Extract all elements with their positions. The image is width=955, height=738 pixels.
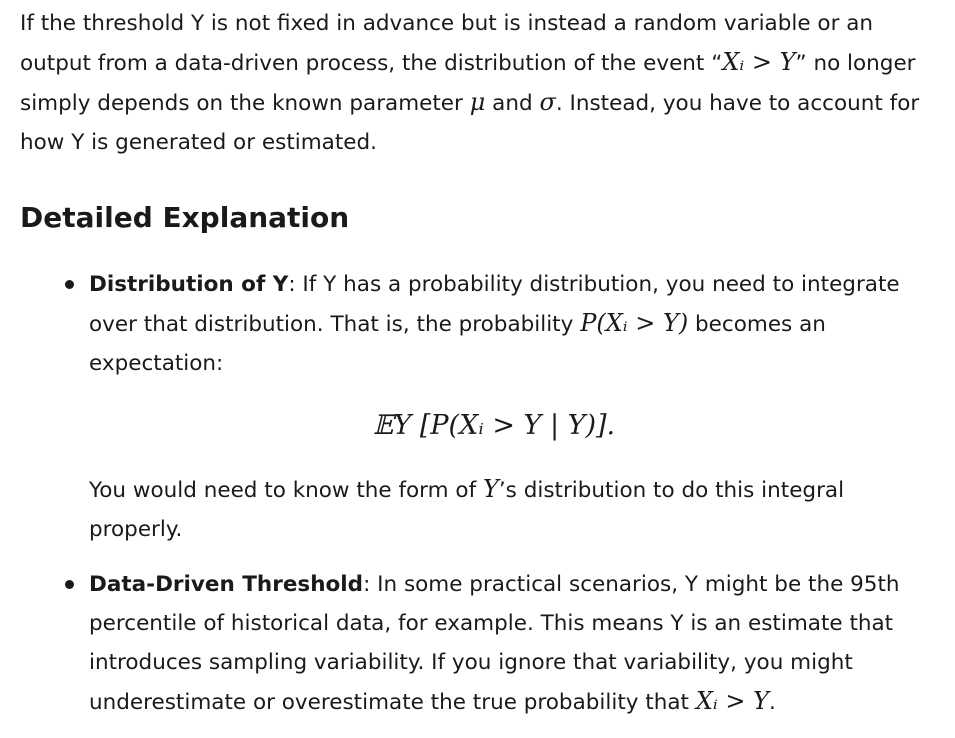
inline-math: Xᵢ > Y [695, 687, 769, 715]
item-text: : If Y has a probability distribution, you need to integrate over that distribution. That is, the probability [89, 272, 900, 337]
list-item-text [89, 470, 939, 549]
item-title: Distribution of Y [89, 272, 289, 297]
list-item-text [89, 565, 939, 722]
item-text: ’s distribution to do this integral properly. [89, 478, 845, 542]
item-title: Data-Driven Threshold [89, 572, 364, 597]
bullet-icon [65, 580, 74, 589]
intro-paragraph [20, 4, 935, 162]
item-text: . [768, 690, 776, 715]
display-equation: 𝔼Y [P(Xᵢ > Y | Y)]. [372, 410, 616, 441]
list-item-distribution [89, 265, 939, 549]
explanation-list [89, 265, 939, 722]
list-item-data-driven [89, 565, 939, 722]
item-text: You would need to know the form of [89, 478, 483, 503]
section-heading: Detailed Explanation [20, 201, 350, 234]
intro-text: ” no longer simply depends on the known parameter [20, 51, 916, 116]
item-text: : In some practical scenarios, Y might be the 95th percentile of historical data, for example. This means Y is an estimate that introduces sampling variability. If you ignore that variability, you might underestimate or overestimate the true probability that [89, 572, 900, 715]
intro-text: and [485, 91, 540, 116]
intro-text: . Instead, you have to account for how Y is generated or estimated. [20, 91, 920, 155]
inline-math: P(Xᵢ > Y) [580, 309, 689, 337]
sigma-symbol: σ [539, 88, 556, 116]
list-item-text [89, 265, 939, 383]
bullet-icon [65, 280, 74, 289]
item-text: becomes an expectation: [89, 312, 826, 376]
inline-math: Y [482, 475, 499, 503]
mu-symbol: μ [469, 88, 486, 116]
event-math: Xᵢ > Y [722, 48, 796, 76]
intro-text: If the threshold Y is not fixed in advance but is instead a random variable or an output from a data-driven process, the distribution of the event “ [20, 11, 874, 76]
